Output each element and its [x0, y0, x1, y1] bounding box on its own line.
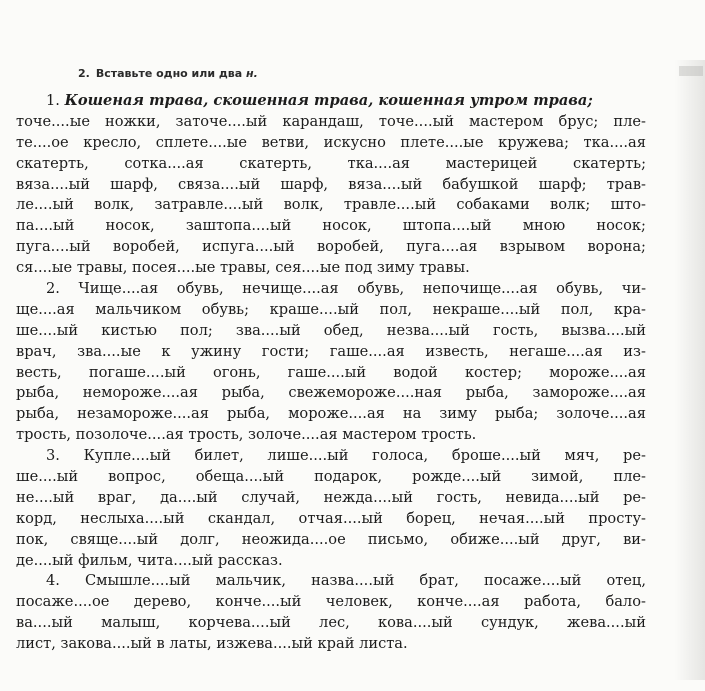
text-line: весть, погаше....ый огонь, гаше....ый водой костер; мороже....ая [16, 363, 646, 381]
text-line: корд, неслыха....ый скандал, отчая....ый борец, нечая....ый просту- [16, 509, 646, 527]
text-line: ше....ый кистью пол; зва....ый обед, незва....ый гость, вызва....ый [16, 321, 646, 339]
text-line: те....ое кресло, сплете....ые ветви, искусно плете....ые кружева; тка....ая [16, 133, 646, 151]
exercise-letter: н. [245, 67, 258, 80]
text-line: ще....ая мальчиком обувь; краше....ый пол, некраше....ый пол, кра- [16, 300, 646, 318]
text-line: 4. Смышле....ый мальчик, назва....ый брат, посаже....ый отец, [46, 572, 646, 590]
paragraph-2 [16, 279, 646, 446]
exercise-number: 2. [78, 67, 90, 80]
exercise-instruction: Вставьте одно или два [95, 67, 246, 80]
text-line: пуга....ый воробей, испуга....ый воробей, пуга....ая взрывом ворона; [16, 238, 646, 256]
paragraph-4 [16, 571, 646, 655]
text-line: скатерть, сотка....ая скатерть, тка....ая мастерицей скатерть; [16, 154, 646, 172]
text-line: лист, закова....ый в латы, изжева....ый край листа. [16, 635, 408, 653]
text-line: врач, зва....ые к ужину гости; гаше....ая известь, негаше....ая из- [16, 342, 646, 360]
text-line: точе....ые ножки, заточе....ый карандаш, точе....ый мастером брус; пле- [16, 112, 646, 130]
text-line: не....ый враг, да....ый случай, нежда....ый гость, невида....ый ре- [16, 488, 646, 506]
text-line: ва....ый малыш, корчева....ый лес, кова....ый сундук, жева....ый [16, 614, 646, 632]
text-line: рыба, незаморожe....ая рыба, мороже....ая на зиму рыба; золоче....ая [16, 405, 646, 423]
text-line: пок, свяще....ый долг, неожида....ое письмо, обиже....ый друг, ви- [16, 530, 646, 548]
paragraph-1 [16, 91, 646, 279]
text-line: посаже....ое дерево, конче....ый человек, конче....ая работа, бало- [16, 593, 646, 611]
text-line: 1. Кошеная трава, скошенная трава, кошенная утром трава; [46, 92, 593, 109]
exercise-text [16, 91, 646, 655]
text-line: трость, позолоче....ая трость, золоче....ая мастером трость. [16, 426, 477, 444]
text-line: 3. Купле....ый билет, лише....ый голоса, броше....ый мяч, ре- [46, 447, 646, 465]
text-line: ле....ый волк, затравле....ый волк, травле....ый собаками волк; што- [16, 196, 646, 214]
text-line: ше....ый вопрос, обеща....ый подарок, рожде....ый зимой, пле- [16, 468, 646, 486]
paragraph-3 [16, 446, 646, 571]
text-line: па....ый носок, заштопа....ый носок, штопа....ый мною носок; [16, 217, 646, 235]
text-line: де....ый фильм, чита....ый рассказ. [16, 551, 283, 569]
text-line: ся....ые травы, посея....ые травы, сея....ые под зиму травы. [16, 259, 470, 277]
next-page-edge [675, 60, 705, 680]
text-line: 2. Чище....ая обувь, нечище....ая обувь, непочище....ая обувь, чи- [46, 280, 646, 298]
text-line: рыба, немороже....ая рыба, свежемороже....ная рыба, заморожe....ая [16, 384, 646, 402]
exercise-heading [78, 67, 258, 80]
next-page-bleed-text [679, 66, 703, 76]
text-line: вяза....ый шарф, связа....ый шарф, вяза....ый бабушкой шарф; трав- [16, 175, 646, 193]
